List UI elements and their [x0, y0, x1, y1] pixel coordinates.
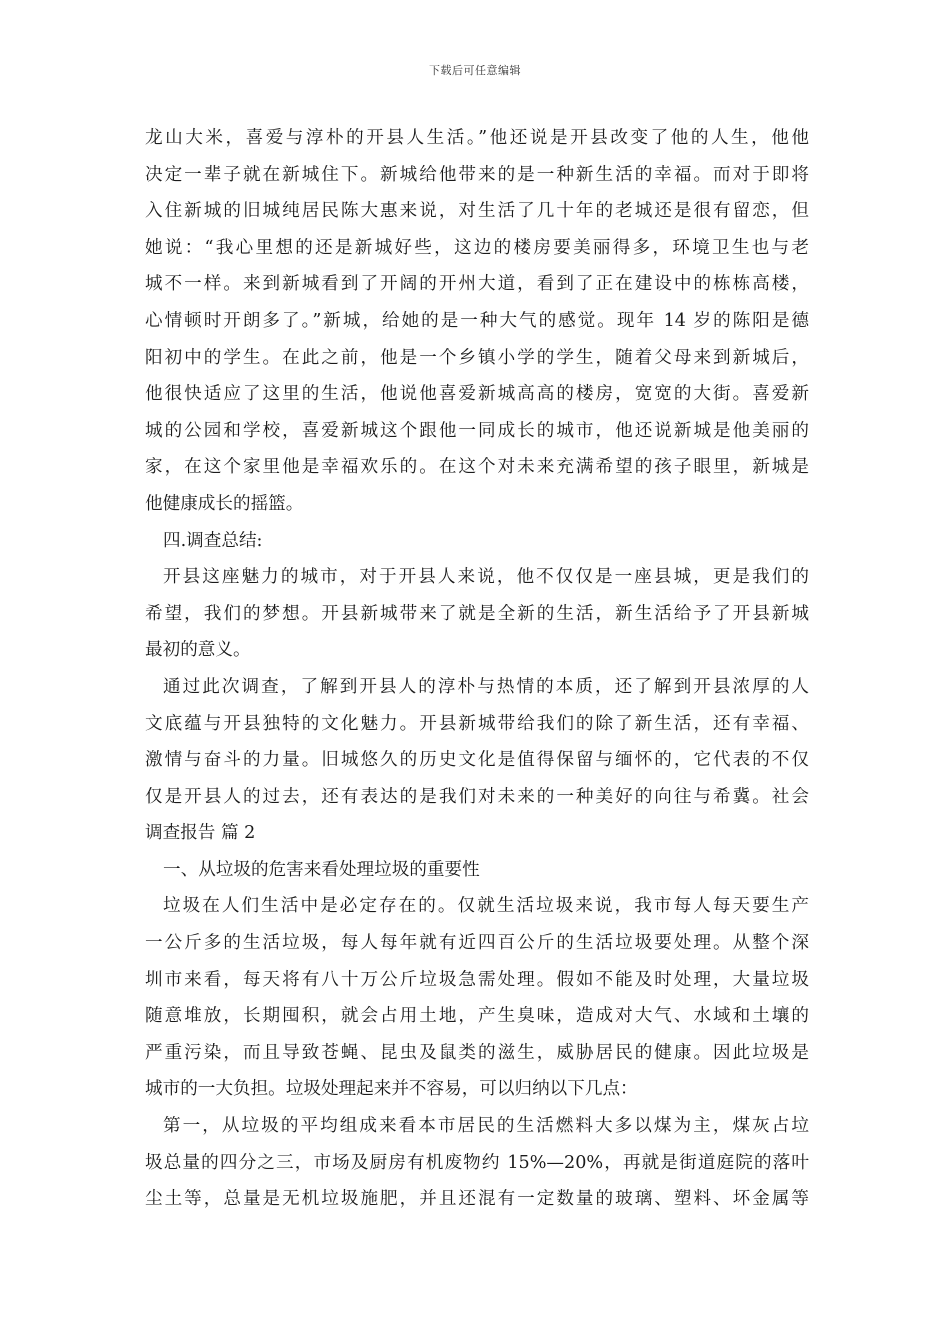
- text-line: 她说：“我心里想的还是新城好些，这边的楼房要美丽得多，环境卫生也与老: [145, 237, 809, 258]
- text-line: 圳市来看，每天将有八十万公斤垃圾急需处理。假如不能及时处理，大量垃圾: [145, 969, 809, 990]
- text-line: 调查报告 篇 2: [145, 823, 256, 844]
- text-line: 开县这座魅力的城市，对于开县人来说，他不仅仅是一座县城，更是我们的: [163, 567, 809, 588]
- text-line: 文底蕴与开县独特的文化魅力。开县新城带给我们的除了新生活，还有幸福、: [145, 713, 809, 734]
- text-line: 家，在这个家里他是幸福欢乐的。在这个对未来充满希望的孩子眼里，新城是: [145, 457, 809, 478]
- page-header: 下载后可任意编辑: [429, 64, 521, 77]
- text-line: 严重污染，而且导致苍蝇、昆虫及鼠类的滋生，威胁居民的健康。因此垃圾是: [145, 1042, 809, 1063]
- text-line: 最初的意义。: [145, 640, 251, 661]
- text-line: 他健康成长的摇篮。: [145, 493, 304, 514]
- text-line: 入住新城的旧城纯居民陈大惠来说，对生活了几十年的老城还是很有留恋，但: [145, 201, 809, 222]
- text-line: 城的公园和学校，喜爱新城这个跟他一同成长的城市，他还说新城是他美丽的: [145, 420, 809, 441]
- text-line: 四.调查总结:: [163, 530, 263, 551]
- text-line: 尘土等，总量是无机垃圾施肥，并且还混有一定数量的玻璃、塑料、坏金属等: [145, 1189, 809, 1210]
- text-line: 仅是开县人的过去，还有表达的是我们对未来的一种美好的向往与希冀。社会: [145, 786, 809, 807]
- text-line: 阳初中的学生。在此之前，他是一个乡镇小学的学生，随着父母来到新城后，: [145, 347, 809, 368]
- text-line: 一、从垃圾的危害来看处理垃圾的重要性: [163, 859, 480, 880]
- text-line: 垃圾在人们生活中是必定存在的。仅就生活垃圾来说，我市每人每天要生产: [163, 896, 809, 917]
- text-line: 他很快适应了这里的生活，他说他喜爱新城高高的楼房，宽宽的大街。喜爱新: [145, 384, 809, 405]
- text-line: 希望，我们的梦想。开县新城带来了就是全新的生活，新生活给予了开县新城: [145, 603, 809, 624]
- text-line: 通过此次调查，了解到开县人的淳朴与热情的本质，还了解到开县浓厚的人: [163, 676, 809, 697]
- text-line: 心情顿时开朗多了。”新城，给她的是一种大气的感觉。现年 14 岁的陈阳是德: [145, 310, 809, 331]
- text-line: 激情与奋斗的力量。旧城悠久的历史文化是值得保留与缅怀的，它代表的不仅: [145, 750, 809, 771]
- text-line: 第一，从垃圾的平均组成来看本市居民的生活燃料大多以煤为主，煤灰占垃: [163, 1116, 809, 1137]
- document-body: [145, 120, 809, 1218]
- text-line: 城不一样。来到新城看到了开阔的开州大道，看到了正在建设中的栋栋高楼，: [145, 274, 809, 295]
- text-line: 决定一辈子就在新城住下。新城给他带来的是一种新生活的幸福。而对于即将: [145, 164, 809, 185]
- text-line: 圾总量的四分之三，市场及厨房有机废物约 15%—20%，再就是街道庭院的落叶: [145, 1152, 809, 1173]
- text-line: 龙山大米，喜爱与淳朴的开县人生活。”他还说是开县改变了他的人生，他他: [145, 128, 809, 148]
- text-line: 一公斤多的生活垃圾，每人每年就有近四百公斤的生活垃圾要处理。从整个深: [145, 933, 809, 954]
- text-line: 城市的一大负担。垃圾处理起来并不容易，可以归纳以下几点：: [145, 1079, 638, 1100]
- text-line: 随意堆放，长期囤积，就会占用土地，产生臭味，造成对大气、水域和土壤的: [145, 1006, 809, 1027]
